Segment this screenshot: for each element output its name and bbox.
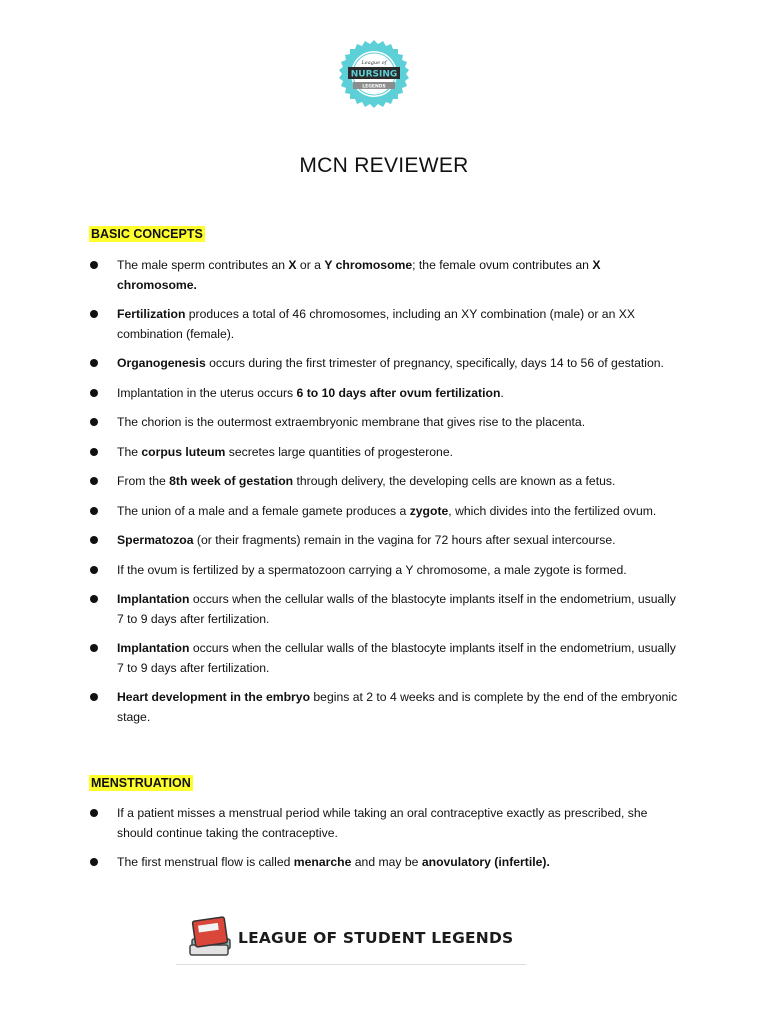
footer-divider [176,964,526,965]
list-item [90,472,680,492]
list-item [90,561,680,581]
list-item [90,853,680,873]
item-text: , which divides into the fertilized ovum. [448,503,657,518]
bullet-icon [90,448,98,456]
bullet-icon [90,566,98,574]
basic-concepts-list [90,256,680,737]
list-item [90,443,680,463]
list-item [90,256,680,295]
list-item [90,804,680,843]
item-text: Implantation in the uterus occurs [117,385,297,400]
item-text: and may be [351,855,422,869]
svg-text:LEGENDS: LEGENDS [362,84,386,90]
item-text: The first menstrual flow is called [117,855,294,869]
bullet-icon [90,595,98,603]
item-text: or a [296,258,325,272]
item-text: Implantation [117,641,190,655]
item-text: Heart development in the embryo [117,690,311,704]
item-text: corpus luteum [141,444,226,459]
bullet-icon [90,507,98,515]
item-text: through delivery, the developing cells are known as a fetus. [293,474,616,488]
list-item [90,531,680,551]
list-item [90,639,680,678]
bullet-icon [90,809,98,817]
section-heading-basic-concepts: BASIC CONCEPTS [91,227,203,241]
item-text: From the [117,474,170,488]
item-text: occurs when the cellular walls of the blastocyte implants itself in the endometrium, usually 7 to 9 days after fertilization. [117,592,676,626]
section-heading-menstruation: MENSTRUATION [91,776,191,790]
league-of-nursing-legends-logo [339,39,409,109]
item-text: Fertilization [117,307,186,321]
page-title: MCN REVIEWER [299,154,469,177]
list-item [90,305,680,344]
list-item [90,384,680,404]
item-text: ; the female ovum contributes an [412,258,593,272]
item-text: occurs when the cellular walls of the blastocyte implants itself in the endometrium, usually 7 to 9 days after fertilization. [117,641,676,675]
bullet-icon [90,310,98,318]
item-text: 8th week of gestation [169,474,294,488]
bullet-icon [90,477,98,485]
item-text: begins at 2 to 4 weeks and is complete by the end of the embryonic stage. [117,690,678,724]
item-text: produces a total of 46 chromosomes, including an XY combination (male) or an XX combination (female). [117,307,635,341]
svg-text:League of: League of [361,60,387,66]
item-text: menarche [293,855,352,869]
item-text: If a patient misses a menstrual period while taking an oral contraceptive exactly as prescribed, she should continue taking the contraceptive. [117,806,648,840]
league-of-student-legends-logo [176,905,526,965]
item-text: If the ovum is fertilized by a spermatozoon carrying a Y chromosome, a male zygote is formed. [117,562,627,577]
item-text: The union of a male and a female gamete produces a [117,503,410,518]
item-text: secretes large quantities of progesterone. [225,444,453,459]
item-text: Organogenesis [117,356,206,370]
list-item [90,502,680,522]
list-item [90,590,680,629]
list-item [90,354,680,374]
footer-logo-text: LEAGUE OF STUDENT LEGENDS [238,929,514,947]
svg-text:NURSING: NURSING [350,69,398,80]
bullet-icon [90,418,98,426]
item-text: zygote [409,503,449,518]
list-item [90,413,680,433]
item-text: X chromosome. [117,258,601,292]
item-text: occurs during the first trimester of pregnancy, specifically, days 14 to 56 of gestation. [205,356,664,370]
item-text: The chorion is the outermost extraembryonic membrane that gives rise to the placenta. [117,415,586,429]
bullet-icon [90,644,98,652]
book-icon [186,915,236,961]
item-text: Y chromosome [324,258,413,272]
bullet-icon [90,693,98,701]
bullet-icon [90,536,98,544]
bullet-icon [90,261,98,269]
bullet-icon [90,389,98,397]
item-text: Implantation [117,592,190,606]
item-text: anovulatory (infertile). [421,855,550,869]
item-text: 6 to 10 days after ovum fertilization [296,385,501,400]
item-text: The [117,444,142,459]
item-text: (or their fragments) remain in the vagina for 72 hours after sexual intercourse. [193,533,616,547]
item-text: X [288,258,297,272]
bullet-icon [90,858,98,866]
bullet-icon [90,359,98,367]
menstruation-list [90,804,680,883]
item-text: . [500,385,504,400]
item-text: Spermatozoa [117,533,194,547]
item-text: The male sperm contributes an [117,258,289,272]
list-item [90,688,680,727]
